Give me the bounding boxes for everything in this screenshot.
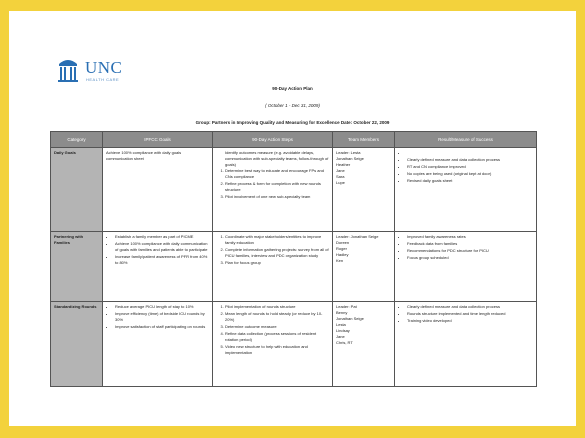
member: Jane bbox=[336, 334, 345, 339]
category-cell: Daily Goals bbox=[51, 148, 103, 232]
column-header-category: Category bbox=[51, 132, 103, 148]
result-item: • Training video developed bbox=[407, 318, 533, 324]
goals-cell bbox=[103, 148, 213, 232]
logo-name: UNC bbox=[85, 58, 123, 77]
member: Heather bbox=[336, 162, 351, 167]
old-well-icon bbox=[57, 56, 79, 84]
result-item: • Focus group scheduled bbox=[407, 255, 533, 261]
table-row bbox=[51, 148, 537, 232]
members-cell bbox=[333, 302, 395, 387]
result-item: • RT and CN compliance improved bbox=[407, 164, 533, 170]
step-item: 2. Complete information gathering projects: survey from all of PICU families, interview and PDC organization study bbox=[225, 247, 329, 259]
result-item: • No copies are being used (original kept at door) bbox=[407, 171, 533, 177]
goal-item: • Increase family/patient awareness of PFR from 40% to 80% bbox=[115, 254, 209, 266]
results-cell bbox=[395, 302, 537, 387]
step-item: 2. Refine process & form for completion with new rounds structure bbox=[225, 181, 329, 193]
column-header-goals: IPFCC Goals bbox=[103, 132, 213, 148]
step-item: 1. Determine best way to educate and encourage FPs and CNs compliance bbox=[225, 168, 329, 180]
member: Leader: Jonathan Seige bbox=[336, 234, 379, 239]
steps-cell bbox=[213, 148, 333, 232]
member: Leader: Lesta bbox=[336, 150, 361, 155]
member: Jane bbox=[336, 168, 345, 173]
table-row bbox=[51, 232, 537, 302]
goals-cell bbox=[103, 232, 213, 302]
member: Benny bbox=[336, 310, 348, 315]
member: Doreen bbox=[336, 240, 350, 245]
step-item: 4. Refine data collection (process sessions of resident rotation period) bbox=[225, 331, 329, 343]
step-item: 1. Coordinate with major stakeholders/entities to improve family education bbox=[225, 234, 329, 246]
results-cell bbox=[395, 232, 537, 302]
action-plan-table bbox=[50, 131, 537, 387]
steps-cell bbox=[213, 232, 333, 302]
step-item: 2. Mean length of rounds to hold steady (or reduce by 10-20%) bbox=[225, 311, 329, 323]
steps-cell bbox=[213, 302, 333, 387]
member: Leader: Pat bbox=[336, 304, 357, 309]
doc-title: 90-Day Action Plan bbox=[272, 86, 313, 91]
step-item: 3. Plan for focus group bbox=[225, 260, 329, 266]
step-item: 3. Determine outcome measure bbox=[225, 324, 329, 330]
member: Roger bbox=[336, 246, 347, 251]
category-cell: Standardizing Rounds bbox=[51, 302, 103, 387]
goal-item: • Achieve 100% compliance with daily communication of goals with families and patients able to participate bbox=[115, 241, 209, 253]
member: Jonathan Seige bbox=[336, 316, 364, 321]
goal-item: • Improve efficiency (time) of bedside ICU rounds by 30% bbox=[115, 311, 209, 323]
step-item: 5. Video new structure to help with education and implementation bbox=[225, 344, 329, 356]
table-row bbox=[51, 302, 537, 387]
unc-logo bbox=[57, 56, 147, 88]
step-intro: Identify outcomes measure (e.g. avoidable delays, communication with sub-specialty teams, follow-through of goals) bbox=[225, 150, 329, 167]
result-item: • Clearly defined measure and data collection process bbox=[407, 304, 533, 310]
doc-dates: ( October 1 - Dec 31, 2009) bbox=[265, 103, 320, 108]
result-item bbox=[407, 150, 533, 156]
doc-group-line: Group: Partners in Improving Quality and Measuring for Excellence Date: October 22, 2009 bbox=[195, 120, 390, 125]
members-cell bbox=[333, 232, 395, 302]
goal-text: Achieve 100% compliance with daily goals communication sheet bbox=[106, 150, 182, 161]
document-page bbox=[9, 11, 576, 426]
result-item: • Improved family awareness rates bbox=[407, 234, 533, 240]
category-cell: Partnering with Families bbox=[51, 232, 103, 302]
step-item: 1. Pilot implementation of rounds structure bbox=[225, 304, 329, 310]
member: Lupe bbox=[336, 180, 345, 185]
column-header-members: Team Members bbox=[333, 132, 395, 148]
logo-subtitle: HEALTH CARE bbox=[86, 77, 120, 82]
member: Chris, RT bbox=[336, 340, 353, 345]
member: Lesta bbox=[336, 322, 346, 327]
goal-item: • Improve satisfaction of staff participating on rounds bbox=[115, 324, 209, 330]
column-header-steps: 90-Day Action Steps bbox=[213, 132, 333, 148]
member: Lindsay bbox=[336, 328, 350, 333]
goals-cell bbox=[103, 302, 213, 387]
member: Jonathan Seige bbox=[336, 156, 364, 161]
result-item: • Feedback data from families bbox=[407, 241, 533, 247]
result-item: • Revised daily goals sheet bbox=[407, 178, 533, 184]
result-item: • Rounds structure implemented and time length reduced bbox=[407, 311, 533, 317]
table-header-row bbox=[51, 132, 537, 148]
result-item: • Recommendations for PDC structure for PICU bbox=[407, 248, 533, 254]
results-cell bbox=[395, 148, 537, 232]
members-cell bbox=[333, 148, 395, 232]
member: Sara bbox=[336, 174, 345, 179]
step-item: 3. Pilot involvement of one new sub-specialty team bbox=[225, 194, 329, 200]
column-header-results: Result/Measure of Success bbox=[395, 132, 537, 148]
goal-item: • Establish a family member as part of PICME bbox=[115, 234, 209, 240]
member: Ken bbox=[336, 258, 344, 263]
result-item: • Clearly defined measure and data collection process bbox=[407, 157, 533, 163]
yellow-frame bbox=[2, 2, 583, 436]
member: Hadley bbox=[336, 252, 349, 257]
goal-item: • Reduce average PICU length of stay to 10% bbox=[115, 304, 209, 310]
